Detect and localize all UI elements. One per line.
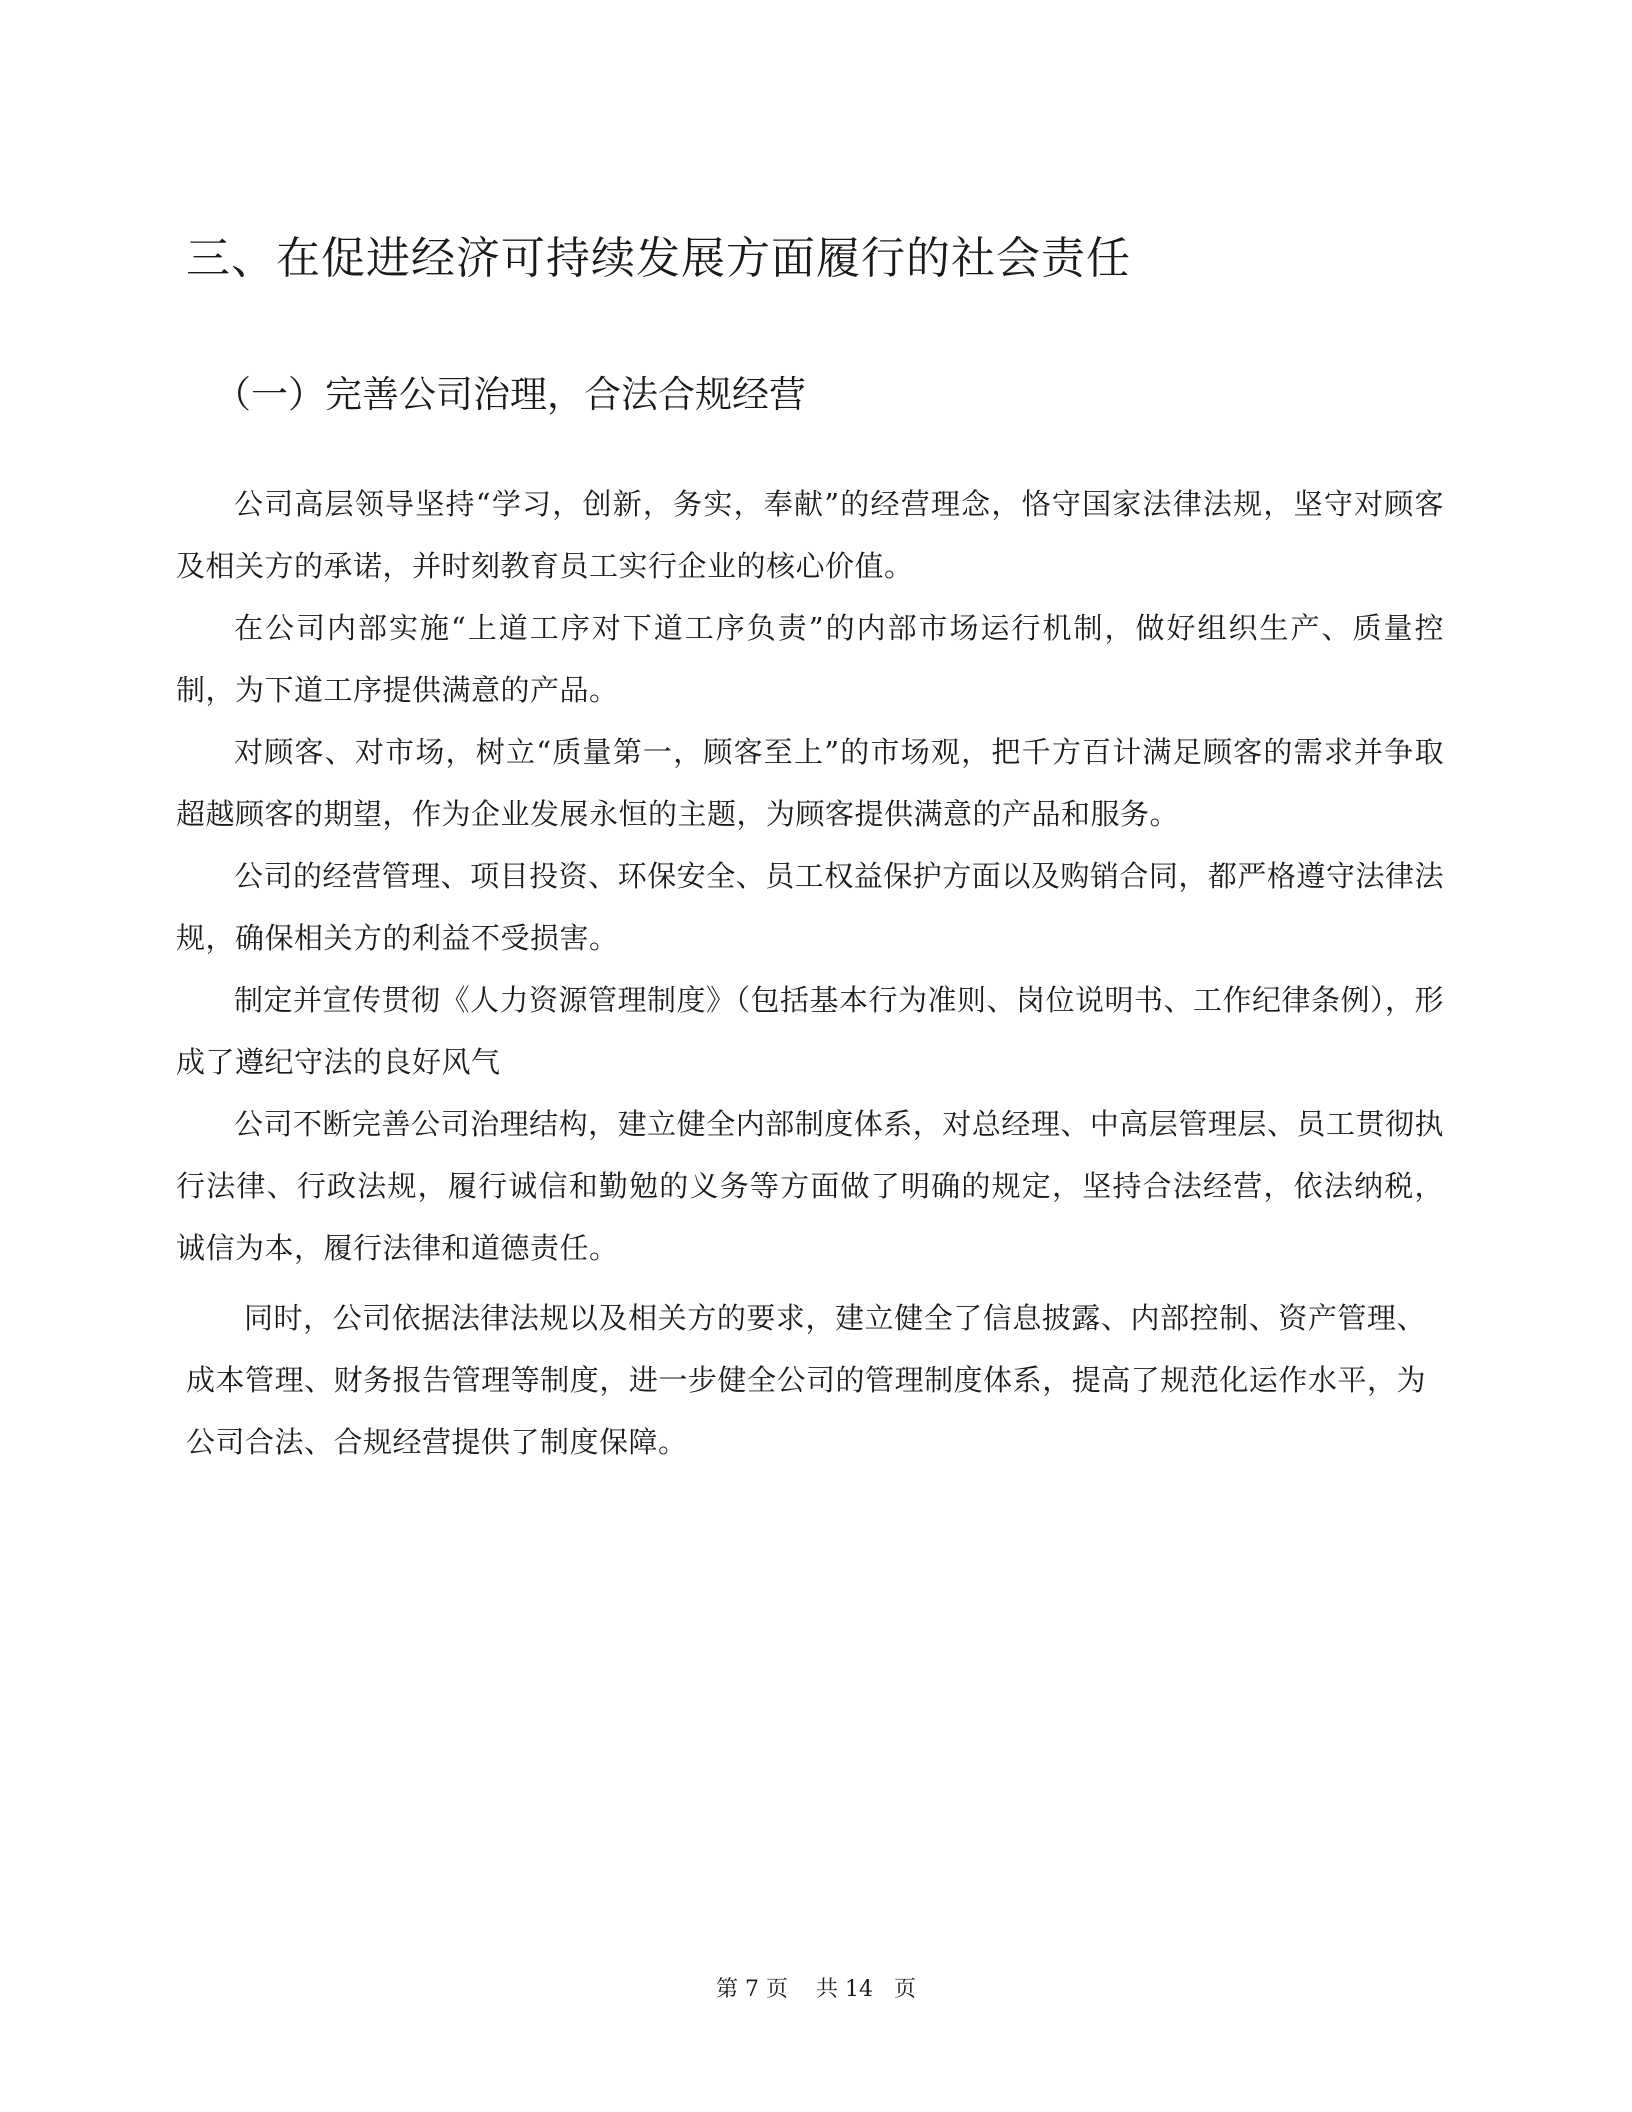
paragraph-5: 制定并宣传贯彻《人力资源管理制度》（包括基本行为准则、岗位说明书、工作纪律条例），形成了遵纪守法的良好风气 — [176, 983, 1445, 1079]
section-title: 三、在促进经济可持续发展方面履行的社会责任 — [186, 233, 1131, 284]
paragraph-3: 对顾客、对市场，树立“质量第一，顾客至上”的市场观，把千方百计满足顾客的需求并争取超越顾客的期望，作为企业发展永恒的主题，为顾客提供满意的产品和服务。 — [176, 735, 1444, 831]
paragraph-1: 公司高层领导坚持“学习，创新，务实，奉献”的经营理念，恪守国家法律法规，坚守对顾客及相关方的承诺，并时刻教育员工实行企业的核心价值。 — [176, 487, 1444, 583]
paragraph-7: 同时，公司依据法律法规以及相关方的要求，建立健全了信息披露、内部控制、资产管理、成本管理、财务报告管理等制度，进一步健全公司的管理制度体系，提高了规范化运作水平，为公司合法、合规经营提供了制度保障。 — [186, 1301, 1426, 1459]
page-footer: 第 7 页 共 14 页 — [716, 1977, 916, 2002]
paragraph-4: 公司的经营管理、项目投资、环保安全、员工权益保护方面以及购销合同，都严格遵守法律法规，确保相关方的利益不受损害。 — [176, 859, 1444, 955]
subsection-title: （一）完善公司治理，合法合规经营 — [214, 373, 806, 416]
paragraph-2: 在公司内部实施“上道工序对下道工序负责”的内部市场运行机制，做好组织生产、质量控制，为下道工序提供满意的产品。 — [176, 611, 1444, 707]
body-text — [176, 473, 1444, 1473]
paragraph-6: 公司不断完善公司治理结构，建立健全内部制度体系，对总经理、中高层管理层、员工贯彻执行法律、行政法规，履行诚信和勤勉的义务等方面做了明确的规定，坚持合法经营，依法纳税，诚信为本，履行法律和道德责任。 — [176, 1107, 1444, 1265]
